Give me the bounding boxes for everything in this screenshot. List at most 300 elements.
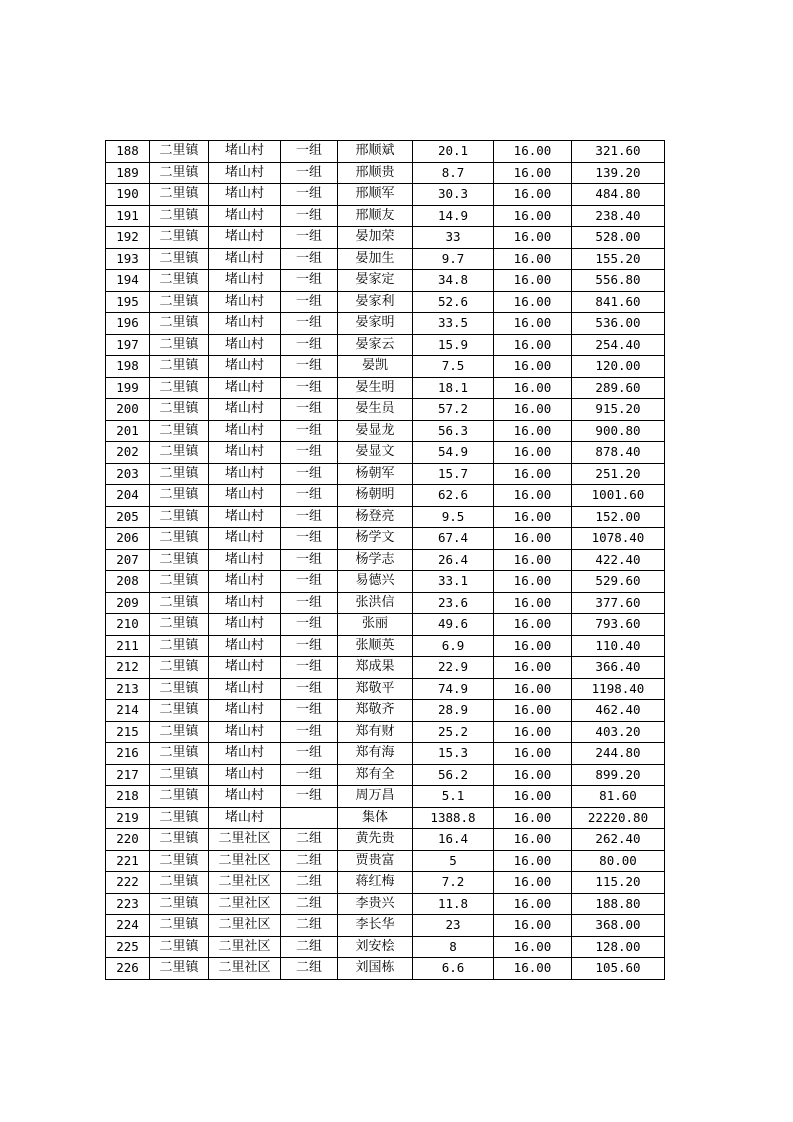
cell-row-number: 222	[106, 872, 150, 894]
cell-name: 晏家明	[338, 313, 413, 335]
cell-town: 二里镇	[150, 915, 209, 937]
cell-area: 33.5	[413, 313, 494, 335]
cell-town: 二里镇	[150, 442, 209, 464]
cell-village: 堵山村	[209, 506, 281, 528]
table-row	[106, 786, 665, 808]
table-row	[106, 549, 665, 571]
cell-unit-price: 16.00	[494, 958, 572, 980]
table-row	[106, 936, 665, 958]
cell-village: 堵山村	[209, 635, 281, 657]
table-row	[106, 485, 665, 507]
cell-amount: 120.00	[572, 356, 665, 378]
cell-group: 一组	[281, 291, 338, 313]
table-row	[106, 420, 665, 442]
cell-row-number: 218	[106, 786, 150, 808]
cell-town: 二里镇	[150, 829, 209, 851]
table-row	[106, 958, 665, 980]
cell-area: 23	[413, 915, 494, 937]
cell-row-number: 190	[106, 184, 150, 206]
cell-name: 晏凯	[338, 356, 413, 378]
cell-row-number: 193	[106, 248, 150, 270]
cell-village: 堵山村	[209, 571, 281, 593]
cell-area: 8	[413, 936, 494, 958]
cell-row-number: 203	[106, 463, 150, 485]
cell-name: 郑敬齐	[338, 700, 413, 722]
table-row	[106, 205, 665, 227]
cell-village: 堵山村	[209, 700, 281, 722]
cell-group: 一组	[281, 592, 338, 614]
cell-village: 堵山村	[209, 291, 281, 313]
cell-name: 集体	[338, 807, 413, 829]
cell-group: 一组	[281, 377, 338, 399]
cell-village: 堵山村	[209, 442, 281, 464]
cell-town: 二里镇	[150, 743, 209, 765]
cell-amount: 251.20	[572, 463, 665, 485]
cell-area: 52.6	[413, 291, 494, 313]
cell-row-number: 213	[106, 678, 150, 700]
cell-row-number: 208	[106, 571, 150, 593]
cell-group: 一组	[281, 614, 338, 636]
cell-village: 二里社区	[209, 936, 281, 958]
cell-amount: 1078.40	[572, 528, 665, 550]
cell-town: 二里镇	[150, 700, 209, 722]
cell-group: 一组	[281, 764, 338, 786]
cell-village: 堵山村	[209, 743, 281, 765]
table-row	[106, 915, 665, 937]
cell-area: 9.7	[413, 248, 494, 270]
cell-unit-price: 16.00	[494, 141, 572, 163]
cell-unit-price: 16.00	[494, 592, 572, 614]
cell-amount: 128.00	[572, 936, 665, 958]
cell-unit-price: 16.00	[494, 227, 572, 249]
cell-unit-price: 16.00	[494, 442, 572, 464]
table-row	[106, 721, 665, 743]
cell-amount: 403.20	[572, 721, 665, 743]
cell-village: 堵山村	[209, 141, 281, 163]
cell-amount: 528.00	[572, 227, 665, 249]
cell-area: 11.8	[413, 893, 494, 915]
cell-row-number: 204	[106, 485, 150, 507]
cell-unit-price: 16.00	[494, 334, 572, 356]
cell-unit-price: 16.00	[494, 872, 572, 894]
cell-village: 堵山村	[209, 313, 281, 335]
cell-group: 一组	[281, 334, 338, 356]
cell-town: 二里镇	[150, 399, 209, 421]
cell-village: 堵山村	[209, 678, 281, 700]
cell-village: 堵山村	[209, 721, 281, 743]
cell-row-number: 207	[106, 549, 150, 571]
cell-area: 5.1	[413, 786, 494, 808]
cell-row-number: 220	[106, 829, 150, 851]
cell-row-number: 224	[106, 915, 150, 937]
cell-town: 二里镇	[150, 184, 209, 206]
cell-village: 堵山村	[209, 377, 281, 399]
cell-name: 杨登亮	[338, 506, 413, 528]
cell-group: 一组	[281, 248, 338, 270]
cell-group: 一组	[281, 506, 338, 528]
cell-unit-price: 16.00	[494, 829, 572, 851]
cell-amount: 115.20	[572, 872, 665, 894]
cell-name: 晏生明	[338, 377, 413, 399]
cell-name: 郑敬平	[338, 678, 413, 700]
cell-row-number: 226	[106, 958, 150, 980]
cell-unit-price: 16.00	[494, 850, 572, 872]
cell-town: 二里镇	[150, 592, 209, 614]
cell-town: 二里镇	[150, 635, 209, 657]
cell-row-number: 200	[106, 399, 150, 421]
cell-area: 33.1	[413, 571, 494, 593]
cell-area: 15.9	[413, 334, 494, 356]
table-row	[106, 571, 665, 593]
cell-village: 堵山村	[209, 184, 281, 206]
cell-area: 22.9	[413, 657, 494, 679]
cell-name: 晏加荣	[338, 227, 413, 249]
cell-group: 一组	[281, 442, 338, 464]
cell-area: 5	[413, 850, 494, 872]
table-row	[106, 334, 665, 356]
cell-village: 二里社区	[209, 893, 281, 915]
cell-unit-price: 16.00	[494, 356, 572, 378]
cell-amount: 254.40	[572, 334, 665, 356]
cell-area: 1388.8	[413, 807, 494, 829]
cell-town: 二里镇	[150, 678, 209, 700]
cell-amount: 105.60	[572, 958, 665, 980]
table-row	[106, 399, 665, 421]
cell-row-number: 223	[106, 893, 150, 915]
cell-group: 一组	[281, 657, 338, 679]
cell-area: 6.6	[413, 958, 494, 980]
cell-village: 二里社区	[209, 829, 281, 851]
cell-unit-price: 16.00	[494, 915, 572, 937]
cell-group: 一组	[281, 485, 338, 507]
table-row	[106, 829, 665, 851]
cell-amount: 878.40	[572, 442, 665, 464]
cell-village: 堵山村	[209, 528, 281, 550]
cell-group: 一组	[281, 313, 338, 335]
cell-name: 李贵兴	[338, 893, 413, 915]
table-row	[106, 291, 665, 313]
cell-group: 一组	[281, 786, 338, 808]
table-row	[106, 850, 665, 872]
cell-town: 二里镇	[150, 614, 209, 636]
table-row	[106, 678, 665, 700]
cell-town: 二里镇	[150, 764, 209, 786]
cell-row-number: 210	[106, 614, 150, 636]
cell-amount: 915.20	[572, 399, 665, 421]
cell-village: 堵山村	[209, 657, 281, 679]
cell-name: 李长华	[338, 915, 413, 937]
cell-amount: 80.00	[572, 850, 665, 872]
table-row	[106, 248, 665, 270]
cell-group: 一组	[281, 420, 338, 442]
cell-area: 7.5	[413, 356, 494, 378]
cell-amount: 188.80	[572, 893, 665, 915]
cell-town: 二里镇	[150, 807, 209, 829]
cell-area: 23.6	[413, 592, 494, 614]
cell-village: 二里社区	[209, 958, 281, 980]
cell-amount: 484.80	[572, 184, 665, 206]
cell-row-number: 197	[106, 334, 150, 356]
cell-town: 二里镇	[150, 485, 209, 507]
cell-village: 堵山村	[209, 807, 281, 829]
table-body	[106, 141, 665, 980]
cell-town: 二里镇	[150, 463, 209, 485]
cell-town: 二里镇	[150, 549, 209, 571]
cell-town: 二里镇	[150, 162, 209, 184]
cell-amount: 462.40	[572, 700, 665, 722]
cell-village: 堵山村	[209, 205, 281, 227]
cell-area: 28.9	[413, 700, 494, 722]
cell-area: 8.7	[413, 162, 494, 184]
cell-name: 刘安桧	[338, 936, 413, 958]
cell-amount: 321.60	[572, 141, 665, 163]
cell-group: 二组	[281, 958, 338, 980]
cell-village: 堵山村	[209, 592, 281, 614]
cell-town: 二里镇	[150, 141, 209, 163]
cell-amount: 366.40	[572, 657, 665, 679]
cell-name: 晏生员	[338, 399, 413, 421]
cell-unit-price: 16.00	[494, 614, 572, 636]
cell-row-number: 192	[106, 227, 150, 249]
cell-row-number: 202	[106, 442, 150, 464]
cell-town: 二里镇	[150, 356, 209, 378]
cell-area: 6.9	[413, 635, 494, 657]
cell-village: 堵山村	[209, 399, 281, 421]
cell-group: 二组	[281, 872, 338, 894]
table-row	[106, 700, 665, 722]
cell-amount: 289.60	[572, 377, 665, 399]
cell-name: 郑有全	[338, 764, 413, 786]
cell-name: 晏显文	[338, 442, 413, 464]
cell-group: 一组	[281, 270, 338, 292]
cell-group: 一组	[281, 635, 338, 657]
cell-name: 杨学志	[338, 549, 413, 571]
cell-row-number: 205	[106, 506, 150, 528]
cell-amount: 81.60	[572, 786, 665, 808]
cell-town: 二里镇	[150, 721, 209, 743]
cell-row-number: 221	[106, 850, 150, 872]
cell-amount: 1001.60	[572, 485, 665, 507]
cell-unit-price: 16.00	[494, 893, 572, 915]
cell-group: 一组	[281, 700, 338, 722]
cell-amount: 152.00	[572, 506, 665, 528]
cell-name: 周万昌	[338, 786, 413, 808]
cell-amount: 377.60	[572, 592, 665, 614]
cell-group: 二组	[281, 850, 338, 872]
cell-group: 二组	[281, 936, 338, 958]
cell-area: 62.6	[413, 485, 494, 507]
cell-area: 34.8	[413, 270, 494, 292]
cell-area: 56.3	[413, 420, 494, 442]
cell-name: 晏家云	[338, 334, 413, 356]
cell-row-number: 219	[106, 807, 150, 829]
cell-village: 二里社区	[209, 915, 281, 937]
table-row	[106, 528, 665, 550]
cell-group: 一组	[281, 721, 338, 743]
cell-row-number: 206	[106, 528, 150, 550]
cell-amount: 556.80	[572, 270, 665, 292]
cell-group: 一组	[281, 463, 338, 485]
cell-group: 一组	[281, 162, 338, 184]
cell-row-number: 196	[106, 313, 150, 335]
cell-unit-price: 16.00	[494, 270, 572, 292]
cell-unit-price: 16.00	[494, 313, 572, 335]
cell-amount: 422.40	[572, 549, 665, 571]
cell-name: 蒋红梅	[338, 872, 413, 894]
cell-unit-price: 16.00	[494, 420, 572, 442]
cell-amount: 368.00	[572, 915, 665, 937]
cell-row-number: 212	[106, 657, 150, 679]
cell-village: 二里社区	[209, 850, 281, 872]
table-row	[106, 377, 665, 399]
cell-unit-price: 16.00	[494, 162, 572, 184]
cell-group: 一组	[281, 356, 338, 378]
cell-unit-price: 16.00	[494, 528, 572, 550]
cell-name: 郑成果	[338, 657, 413, 679]
cell-name: 黄先贵	[338, 829, 413, 851]
cell-town: 二里镇	[150, 270, 209, 292]
cell-village: 堵山村	[209, 420, 281, 442]
cell-village: 堵山村	[209, 270, 281, 292]
cell-unit-price: 16.00	[494, 657, 572, 679]
cell-village: 堵山村	[209, 614, 281, 636]
cell-town: 二里镇	[150, 506, 209, 528]
cell-village: 堵山村	[209, 334, 281, 356]
cell-town: 二里镇	[150, 657, 209, 679]
cell-row-number: 215	[106, 721, 150, 743]
table-row	[106, 657, 665, 679]
table-row	[106, 743, 665, 765]
cell-unit-price: 16.00	[494, 743, 572, 765]
cell-row-number: 217	[106, 764, 150, 786]
cell-group	[281, 807, 338, 829]
cell-row-number: 195	[106, 291, 150, 313]
table-row	[106, 893, 665, 915]
cell-row-number: 191	[106, 205, 150, 227]
cell-group: 一组	[281, 743, 338, 765]
cell-area: 54.9	[413, 442, 494, 464]
cell-unit-price: 16.00	[494, 205, 572, 227]
table-row	[106, 141, 665, 163]
cell-village: 堵山村	[209, 549, 281, 571]
cell-group: 一组	[281, 528, 338, 550]
cell-amount: 110.40	[572, 635, 665, 657]
cell-amount: 262.40	[572, 829, 665, 851]
cell-area: 67.4	[413, 528, 494, 550]
cell-area: 16.4	[413, 829, 494, 851]
cell-row-number: 189	[106, 162, 150, 184]
data-table	[105, 140, 665, 980]
cell-town: 二里镇	[150, 850, 209, 872]
cell-town: 二里镇	[150, 893, 209, 915]
table-row	[106, 184, 665, 206]
cell-area: 15.7	[413, 463, 494, 485]
cell-town: 二里镇	[150, 227, 209, 249]
cell-village: 堵山村	[209, 786, 281, 808]
cell-town: 二里镇	[150, 205, 209, 227]
cell-unit-price: 16.00	[494, 248, 572, 270]
cell-area: 26.4	[413, 549, 494, 571]
table-row	[106, 614, 665, 636]
cell-name: 邢顺贵	[338, 162, 413, 184]
cell-area: 15.3	[413, 743, 494, 765]
cell-village: 堵山村	[209, 356, 281, 378]
cell-row-number: 209	[106, 592, 150, 614]
cell-amount: 793.60	[572, 614, 665, 636]
cell-name: 易德兴	[338, 571, 413, 593]
cell-unit-price: 16.00	[494, 377, 572, 399]
cell-row-number: 194	[106, 270, 150, 292]
cell-amount: 1198.40	[572, 678, 665, 700]
cell-name: 郑有海	[338, 743, 413, 765]
cell-town: 二里镇	[150, 377, 209, 399]
cell-amount: 238.40	[572, 205, 665, 227]
cell-unit-price: 16.00	[494, 291, 572, 313]
cell-amount: 529.60	[572, 571, 665, 593]
cell-area: 30.3	[413, 184, 494, 206]
cell-group: 一组	[281, 399, 338, 421]
cell-unit-price: 16.00	[494, 399, 572, 421]
cell-name: 郑有财	[338, 721, 413, 743]
cell-area: 57.2	[413, 399, 494, 421]
cell-name: 邢顺军	[338, 184, 413, 206]
cell-town: 二里镇	[150, 786, 209, 808]
cell-village: 堵山村	[209, 485, 281, 507]
cell-row-number: 216	[106, 743, 150, 765]
table-row	[106, 463, 665, 485]
cell-area: 56.2	[413, 764, 494, 786]
cell-name: 贾贵富	[338, 850, 413, 872]
cell-amount: 155.20	[572, 248, 665, 270]
cell-name: 晏家定	[338, 270, 413, 292]
cell-unit-price: 16.00	[494, 485, 572, 507]
cell-row-number: 199	[106, 377, 150, 399]
cell-unit-price: 16.00	[494, 463, 572, 485]
cell-town: 二里镇	[150, 313, 209, 335]
cell-group: 一组	[281, 184, 338, 206]
cell-name: 张顺英	[338, 635, 413, 657]
table-row	[106, 227, 665, 249]
cell-town: 二里镇	[150, 291, 209, 313]
table-row	[106, 635, 665, 657]
cell-village: 堵山村	[209, 463, 281, 485]
cell-town: 二里镇	[150, 420, 209, 442]
cell-area: 20.1	[413, 141, 494, 163]
cell-unit-price: 16.00	[494, 184, 572, 206]
cell-village: 堵山村	[209, 248, 281, 270]
cell-row-number: 188	[106, 141, 150, 163]
cell-area: 7.2	[413, 872, 494, 894]
cell-unit-price: 16.00	[494, 571, 572, 593]
cell-name: 刘国栋	[338, 958, 413, 980]
cell-name: 邢顺斌	[338, 141, 413, 163]
cell-row-number: 225	[106, 936, 150, 958]
cell-town: 二里镇	[150, 248, 209, 270]
cell-name: 张洪信	[338, 592, 413, 614]
cell-village: 堵山村	[209, 764, 281, 786]
table-row	[106, 313, 665, 335]
cell-town: 二里镇	[150, 571, 209, 593]
cell-amount: 22220.80	[572, 807, 665, 829]
cell-area: 25.2	[413, 721, 494, 743]
cell-area: 18.1	[413, 377, 494, 399]
cell-area: 14.9	[413, 205, 494, 227]
cell-unit-price: 16.00	[494, 786, 572, 808]
cell-group: 二组	[281, 915, 338, 937]
table-row	[106, 807, 665, 829]
cell-town: 二里镇	[150, 872, 209, 894]
cell-name: 邢顺友	[338, 205, 413, 227]
